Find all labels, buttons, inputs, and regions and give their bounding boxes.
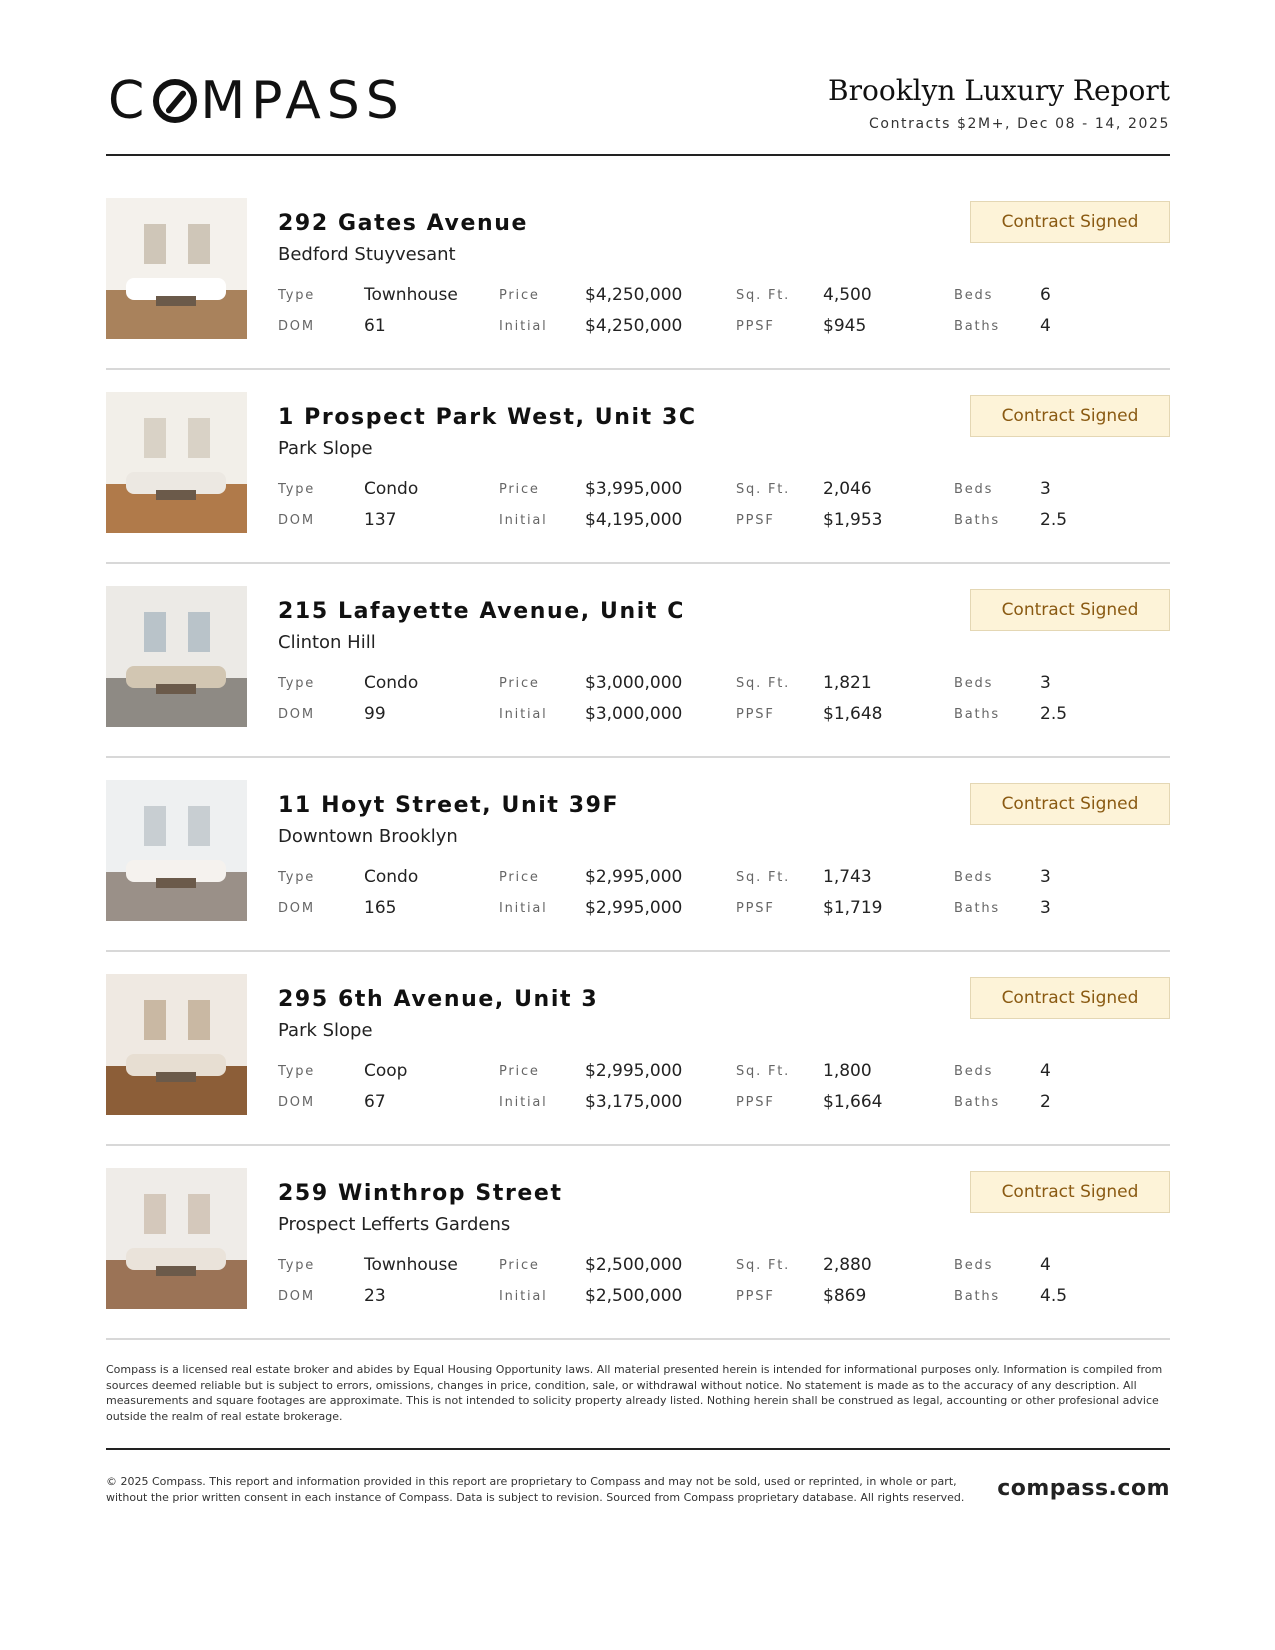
type-value: Townhouse [364, 285, 458, 305]
initial-label: Initial [499, 513, 548, 528]
dom-label: DOM [278, 707, 315, 722]
interior-photo-image [106, 198, 247, 339]
listing-row [106, 974, 1170, 1168]
price-value: $2,995,000 [585, 867, 683, 887]
dom-value: 67 [364, 1092, 386, 1112]
baths-value: 4.5 [1040, 1286, 1068, 1306]
dom-label: DOM [278, 319, 315, 334]
listing-neighborhood: Park Slope [278, 1020, 373, 1041]
listing-address[interactable]: 11 Hoyt Street, Unit 39F [278, 793, 620, 818]
beds-value: 3 [1040, 867, 1051, 887]
price-label: Price [499, 288, 540, 303]
price-value: $3,995,000 [585, 479, 683, 499]
listing-photo[interactable] [106, 974, 247, 1115]
ppsf-value: $1,719 [823, 898, 883, 918]
listing-row [106, 392, 1170, 586]
sqft-label: Sq. Ft. [736, 1258, 791, 1273]
type-value: Townhouse [364, 1255, 458, 1275]
beds-value: 3 [1040, 479, 1051, 499]
status-badge: Contract Signed [970, 1171, 1170, 1213]
baths-value: 2.5 [1040, 510, 1068, 530]
listing-address[interactable]: 295 6th Avenue, Unit 3 [278, 987, 599, 1012]
baths-value: 3 [1040, 898, 1051, 918]
type-label: Type [278, 1064, 316, 1079]
listing-divider [106, 1338, 1170, 1340]
sqft-label: Sq. Ft. [736, 482, 791, 497]
ppsf-value: $1,664 [823, 1092, 883, 1112]
report-header [106, 72, 1170, 156]
price-value: $3,000,000 [585, 673, 683, 693]
listing-row [106, 780, 1170, 974]
initial-value: $4,195,000 [585, 510, 683, 530]
price-value: $2,500,000 [585, 1255, 683, 1275]
ppsf-label: PPSF [736, 901, 775, 916]
beds-label: Beds [954, 676, 994, 691]
status-badge: Contract Signed [970, 589, 1170, 631]
dom-label: DOM [278, 1289, 315, 1304]
header-divider [106, 154, 1170, 156]
price-label: Price [499, 870, 540, 885]
ppsf-label: PPSF [736, 1289, 775, 1304]
initial-label: Initial [499, 1289, 548, 1304]
sqft-value: 1,743 [823, 867, 872, 887]
status-badge: Contract Signed [970, 201, 1170, 243]
logo-letter-c: C [108, 71, 151, 131]
beds-label: Beds [954, 1064, 994, 1079]
dom-value: 61 [364, 316, 386, 336]
price-label: Price [499, 1064, 540, 1079]
listing-address[interactable]: 215 Lafayette Avenue, Unit C [278, 599, 686, 624]
beds-label: Beds [954, 1258, 994, 1273]
listing-photo[interactable] [106, 780, 247, 921]
ppsf-label: PPSF [736, 1095, 775, 1110]
ppsf-label: PPSF [736, 707, 775, 722]
type-label: Type [278, 870, 316, 885]
dom-value: 23 [364, 1286, 386, 1306]
listing-divider [106, 1144, 1170, 1146]
dom-label: DOM [278, 901, 315, 916]
listing-divider [106, 950, 1170, 952]
report-subtitle: Contracts $2M+, Dec 08 - 14, 2025 [869, 116, 1170, 132]
sqft-value: 1,800 [823, 1061, 872, 1081]
initial-label: Initial [499, 901, 548, 916]
status-badge: Contract Signed [970, 395, 1170, 437]
sqft-value: 2,880 [823, 1255, 872, 1275]
baths-label: Baths [954, 319, 1000, 334]
sqft-value: 4,500 [823, 285, 872, 305]
baths-label: Baths [954, 1289, 1000, 1304]
compass-o-icon [153, 79, 197, 123]
price-label: Price [499, 676, 540, 691]
listing-divider [106, 368, 1170, 370]
listing-divider [106, 562, 1170, 564]
ppsf-label: PPSF [736, 513, 775, 528]
baths-value: 2.5 [1040, 704, 1068, 724]
listing-photo[interactable] [106, 198, 247, 339]
type-value: Condo [364, 479, 419, 499]
sqft-label: Sq. Ft. [736, 1064, 791, 1079]
baths-label: Baths [954, 707, 1000, 722]
listing-neighborhood: Bedford Stuyvesant [278, 244, 456, 265]
type-value: Coop [364, 1061, 408, 1081]
sqft-value: 1,821 [823, 673, 872, 693]
beds-value: 4 [1040, 1255, 1051, 1275]
status-badge: Contract Signed [970, 977, 1170, 1019]
listing-neighborhood: Park Slope [278, 438, 373, 459]
type-label: Type [278, 676, 316, 691]
listing-neighborhood: Prospect Lefferts Gardens [278, 1214, 511, 1235]
type-label: Type [278, 482, 316, 497]
ppsf-value: $1,648 [823, 704, 883, 724]
beds-label: Beds [954, 288, 994, 303]
dom-value: 99 [364, 704, 386, 724]
compass-logo [108, 71, 405, 131]
footer-divider [106, 1448, 1170, 1450]
status-badge: Contract Signed [970, 783, 1170, 825]
interior-photo-image [106, 780, 247, 921]
sqft-label: Sq. Ft. [736, 676, 791, 691]
ppsf-value: $869 [823, 1286, 867, 1306]
interior-photo-image [106, 1168, 247, 1309]
beds-value: 6 [1040, 285, 1051, 305]
type-value: Condo [364, 673, 419, 693]
price-value: $2,995,000 [585, 1061, 683, 1081]
sqft-value: 2,046 [823, 479, 872, 499]
listing-row [106, 586, 1170, 780]
beds-value: 3 [1040, 673, 1051, 693]
type-label: Type [278, 1258, 316, 1273]
ppsf-label: PPSF [736, 319, 775, 334]
listing-photo[interactable] [106, 586, 247, 727]
initial-value: $3,175,000 [585, 1092, 683, 1112]
listing-address[interactable]: 292 Gates Avenue [278, 211, 529, 236]
beds-value: 4 [1040, 1061, 1051, 1081]
compass-website-link[interactable]: compass.com [997, 1476, 1170, 1501]
initial-value: $3,000,000 [585, 704, 683, 724]
dom-value: 165 [364, 898, 397, 918]
listing-neighborhood: Clinton Hill [278, 632, 376, 653]
interior-photo-image [106, 974, 247, 1115]
initial-value: $2,500,000 [585, 1286, 683, 1306]
disclaimer-text: Compass is a licensed real estate broker and abides by Equal Housing Opportunity laws. All material presented herein is intended for informational purposes only. Information is compiled from sources deemed reliable but is subject to errors, omissions, changes in price, condition, sale, or withdrawal without notice. No statement is made as to the accuracy of any description. All measurements and square footages are approximate. This is not intended to solicity property already listed. Nothing herein shall be construed as legal, accounting or other profesional advice outside the realm of real estate brokerage. [106, 1363, 1163, 1423]
listing-photo[interactable] [106, 392, 247, 533]
listing-row [106, 1168, 1170, 1362]
baths-value: 2 [1040, 1092, 1051, 1112]
dom-label: DOM [278, 1095, 315, 1110]
beds-label: Beds [954, 482, 994, 497]
listing-address[interactable]: 1 Prospect Park West, Unit 3C [278, 405, 697, 430]
type-value: Condo [364, 867, 419, 887]
dom-label: DOM [278, 513, 315, 528]
initial-label: Initial [499, 707, 548, 722]
listing-photo[interactable] [106, 1168, 247, 1309]
baths-value: 4 [1040, 316, 1051, 336]
listing-neighborhood: Downtown Brooklyn [278, 826, 458, 847]
listing-address[interactable]: 259 Winthrop Street [278, 1181, 563, 1206]
copyright-text: © 2025 Compass. This report and information provided in this report are proprietary to Compass and may not be sold, used or reprinted, in whole or part, without the prior written consent in each instance of Compass. Data is subject to revision. Sourced from Compass proprietary database. All rights reserved. [106, 1475, 965, 1504]
interior-photo-image [106, 392, 247, 533]
baths-label: Baths [954, 1095, 1000, 1110]
type-label: Type [278, 288, 316, 303]
baths-label: Baths [954, 901, 1000, 916]
dom-value: 137 [364, 510, 397, 530]
sqft-label: Sq. Ft. [736, 288, 791, 303]
initial-value: $2,995,000 [585, 898, 683, 918]
initial-value: $4,250,000 [585, 316, 683, 336]
ppsf-value: $945 [823, 316, 867, 336]
listing-divider [106, 756, 1170, 758]
initial-label: Initial [499, 319, 548, 334]
price-label: Price [499, 1258, 540, 1273]
listing-row [106, 198, 1170, 392]
sqft-label: Sq. Ft. [736, 870, 791, 885]
initial-label: Initial [499, 1095, 548, 1110]
beds-label: Beds [954, 870, 994, 885]
price-label: Price [499, 482, 540, 497]
price-value: $4,250,000 [585, 285, 683, 305]
interior-photo-image [106, 586, 247, 727]
logo-letters-mpass: MPASS [200, 71, 405, 131]
report-title: Brooklyn Luxury Report [828, 74, 1170, 107]
baths-label: Baths [954, 513, 1000, 528]
ppsf-value: $1,953 [823, 510, 883, 530]
